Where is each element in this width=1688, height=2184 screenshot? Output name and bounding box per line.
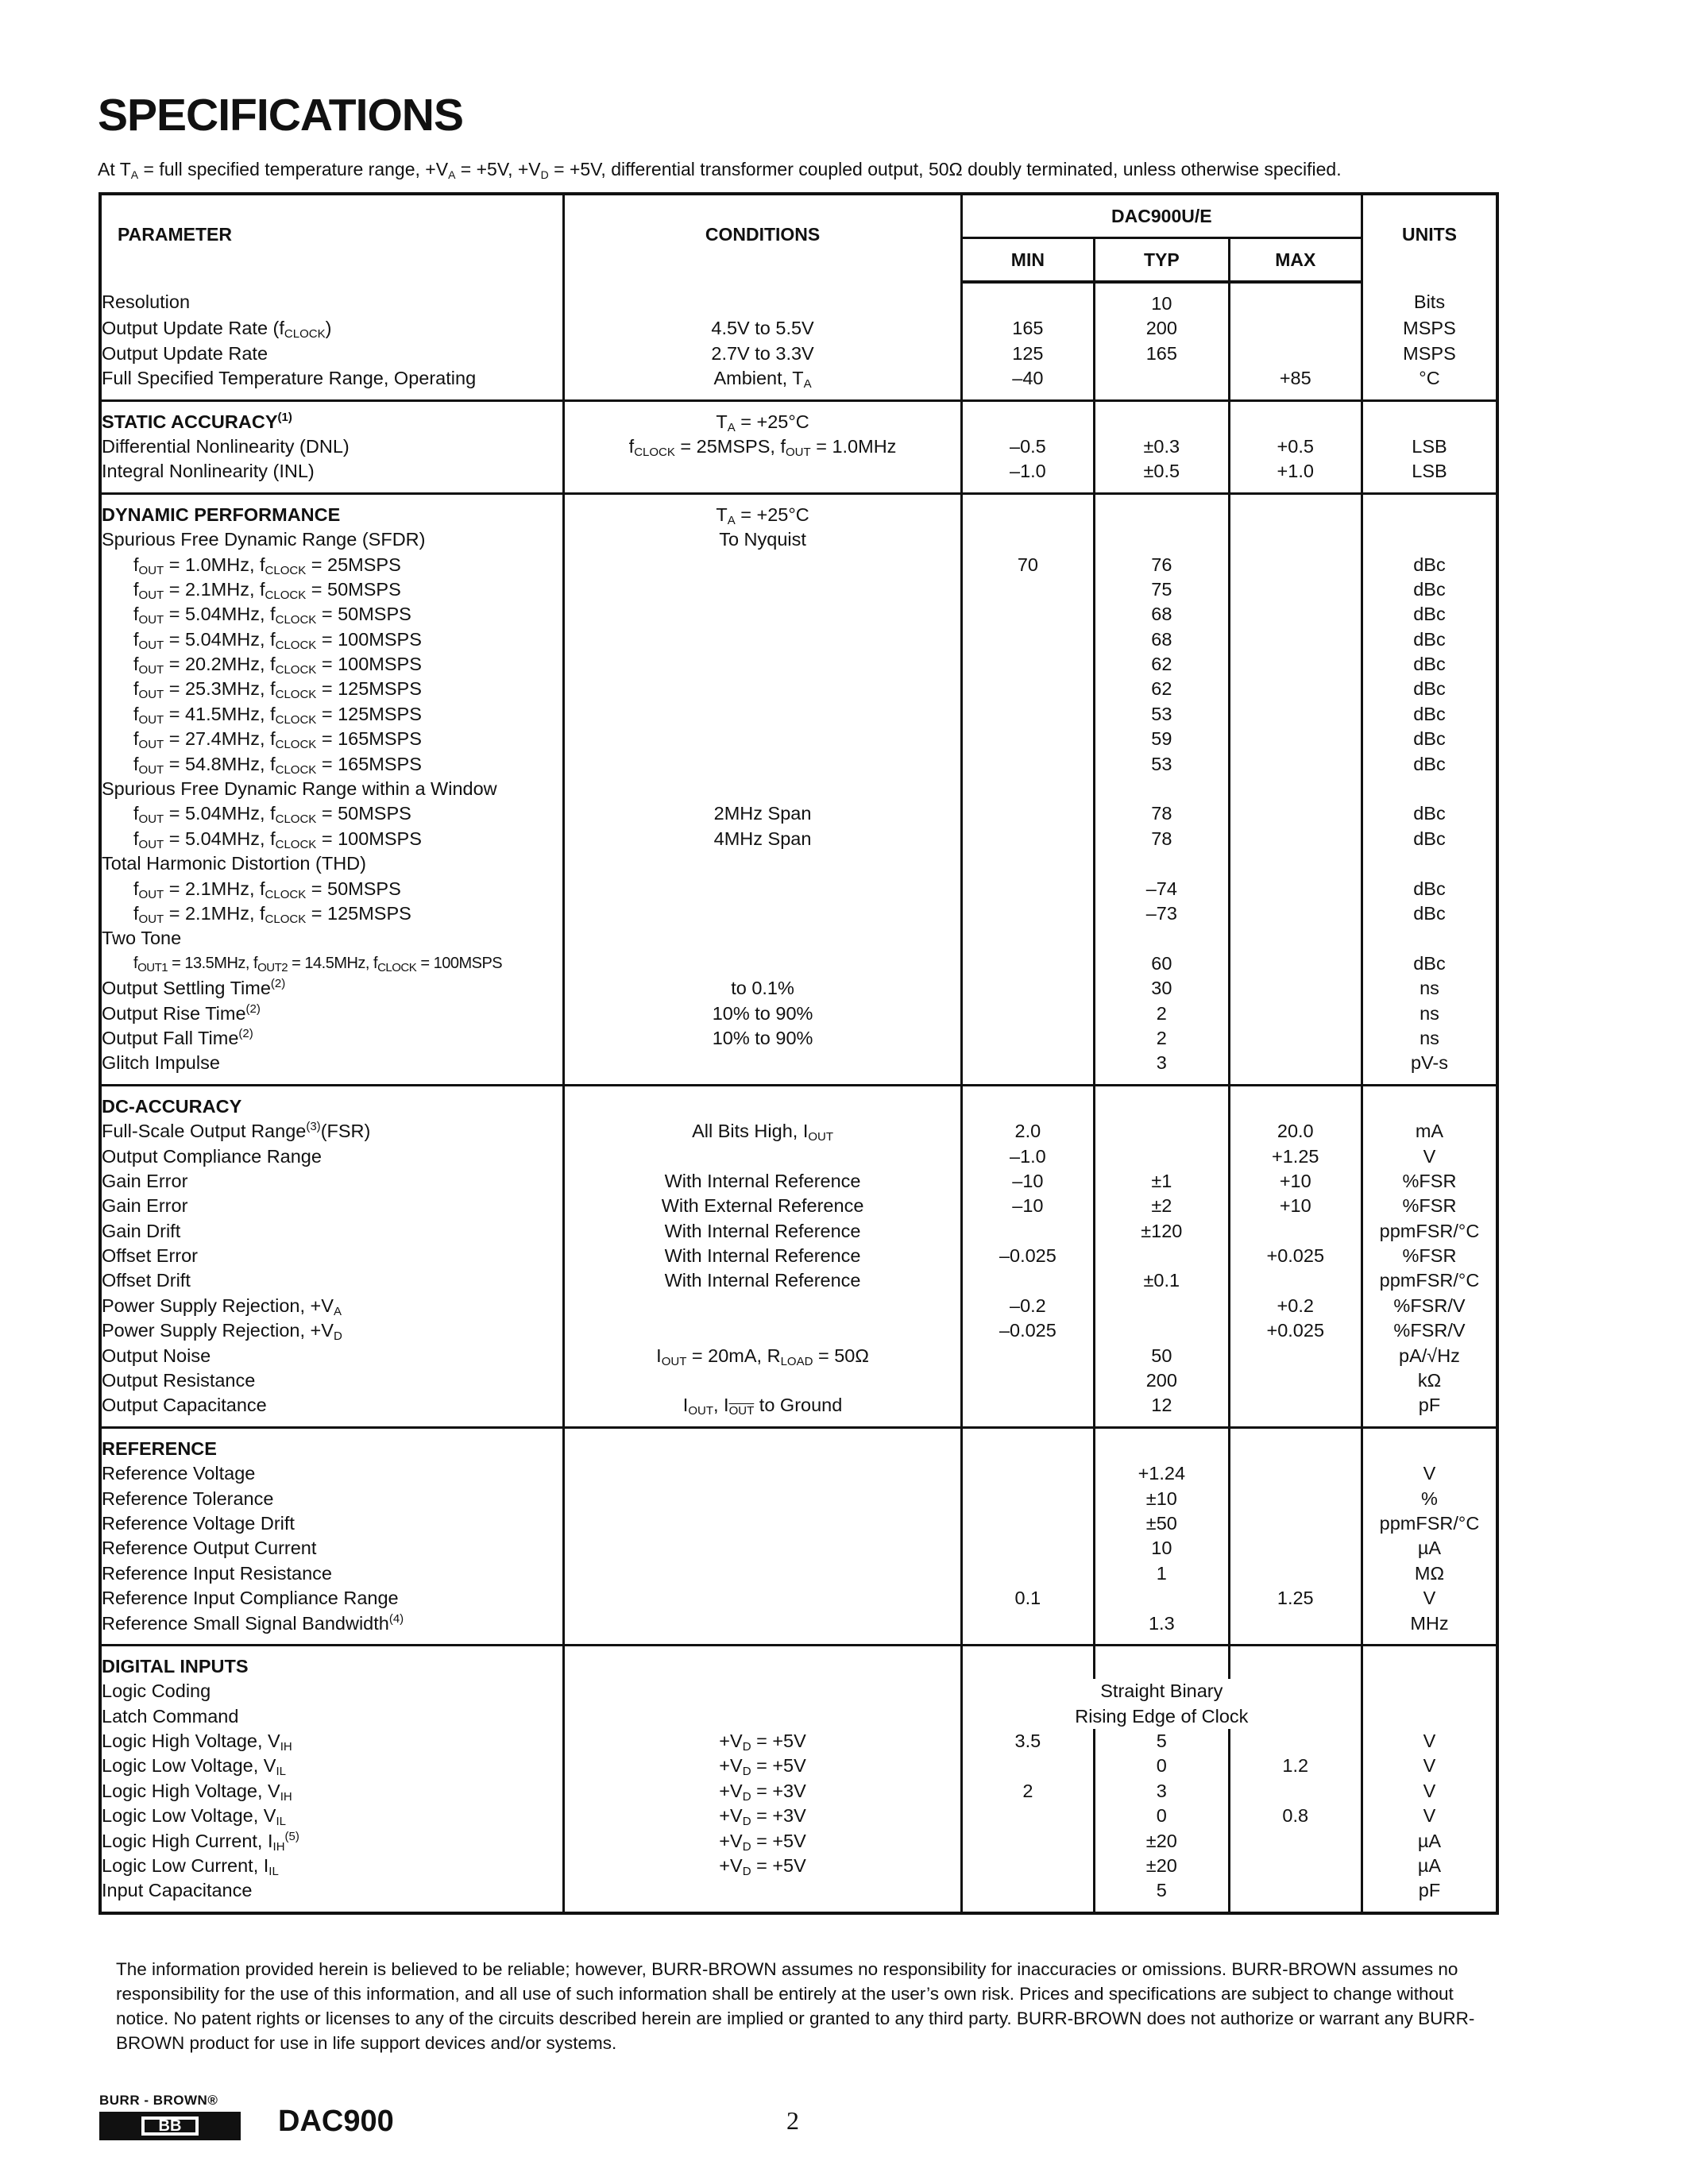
table-row: $f_{OUT} = 25.3MHz$, $f_{CLOCK}$ = 125MSPS 62 dBc	[100, 677, 1497, 701]
table-row: Output Resistance 200 kΩ	[100, 1368, 1497, 1393]
burr-brown-logo	[99, 2093, 241, 2140]
table-row: Reference Voltage +1.24 V	[100, 1461, 1497, 1486]
table-row: Total Harmonic Distortion (THD)	[100, 851, 1497, 876]
table-body	[100, 282, 1497, 1913]
table-row: Logic Low Voltage, $V_{IL}$ $+V_D = +5V$ 0 1.2 V	[100, 1754, 1497, 1778]
bb-logo-icon	[99, 2112, 241, 2140]
table-row: $f_{OUT} = 1.0MHz$, $f_{CLOCK}$ = 25MSPS 70 76 dBc	[100, 553, 1497, 577]
table-row: Logic Low Current, $I_{IL}$ $+V_D = +5V$ ±20 µA	[100, 1854, 1497, 1878]
table-row: DC-ACCURACY	[100, 1085, 1497, 1119]
table-row: Integral Nonlinearity (INL) –1.0 ±0.5 +1.0 LSB	[100, 459, 1497, 493]
specifications-table	[98, 192, 1499, 1915]
table-row: Spurious Free Dynamic Range within a Window	[100, 777, 1497, 801]
table-row: $f_{OUT} = 2.1MHz$, $f_{CLOCK}$ = 125MSPS –73 dBc	[100, 901, 1497, 926]
table-row: Logic Low Voltage, $V_{IL}$ $+V_D = +3V$ 0 0.8 V	[100, 1804, 1497, 1828]
table-row: $f_{OUT} = 2.1MHz$, $f_{CLOCK}$ = 50MSPS –74 dBc	[100, 877, 1497, 901]
header-typ: TYP	[1095, 238, 1229, 283]
table-row: Resolution 10 Bits	[100, 282, 1497, 316]
table-row: Glitch Impulse 3 pV-s	[100, 1051, 1497, 1085]
table-row: Reference Input Resistance 1 MΩ	[100, 1561, 1497, 1586]
table-row: Offset Drift With Internal Reference ±0.1 ppmFSR/°C	[100, 1268, 1497, 1293]
table-row: Differential Nonlinearity (DNL) $f_{CLOCK}$ = 25MSPS, $f_{OUT} = 1.0MHz$ –0.5 ±0.3 +0.5 LSB	[100, 434, 1497, 459]
header-parameter: PARAMETER	[100, 194, 564, 282]
table-row: Logic High Voltage, $V_{IH}$ $+V_D = +5V$ 3.5 5 V	[100, 1729, 1497, 1754]
table-row: Gain Error With External Reference –10 ±2 +10 %FSR	[100, 1194, 1497, 1218]
header-min: MIN	[961, 238, 1094, 283]
table-row: $f_{OUT} = 20.2MHz$, $f_{CLOCK}$ = 100MSPS 62 dBc	[100, 652, 1497, 677]
table-row: Reference Output Current 10 µA	[100, 1536, 1497, 1561]
conditions-line: At $T_A$ = full specified temperature range, $+V_A = +5V$, $+V_D = +5V$, differential transformer coupled output, 50Ω doubly terminated, unless otherwise specified.	[98, 159, 1342, 181]
header-conditions: CONDITIONS	[564, 194, 961, 282]
table-row: Latch Command Rising Edge of Clock	[100, 1704, 1497, 1729]
table-row: Output Settling Time$^{(2)}$ to 0.1% 30 ns	[100, 976, 1497, 1001]
table-row: Reference Voltage Drift ±50 ppmFSR/°C	[100, 1511, 1497, 1536]
table-row: $f_{OUT1} = 13.5MHz$, $f_{OUT2} = 14.5MHz$, $f_{CLOCK}$ = 100MSPS 60 dBc	[100, 951, 1497, 976]
table-row: $f_{OUT} = 2.1MHz$, $f_{CLOCK}$ = 50MSPS 75 dBc	[100, 577, 1497, 602]
table-row: Output Rise Time$^{(2)}$ 10% to 90% 2 ns	[100, 1001, 1497, 1026]
table-row: Spurious Free Dynamic Range (SFDR) To Nyquist	[100, 527, 1497, 552]
table-row: Full Specified Temperature Range, Operating Ambient, $T_A$ –40 +85 °C	[100, 366, 1497, 400]
table-row: Offset Error With Internal Reference –0.025 +0.025 %FSR	[100, 1244, 1497, 1268]
table-row: DIGITAL INPUTS	[100, 1645, 1497, 1679]
table-row: Output Update Rate $(f_{CLOCK})$ 4.5V to 5.5V 165 200 MSPS	[100, 316, 1497, 341]
table-row: Power Supply Rejection, $+V_D$ –0.025 +0.025 %FSR/V	[100, 1318, 1497, 1343]
table-row: Reference Small Signal Bandwidth$^{(4)}$ 1.3 MHz	[100, 1611, 1497, 1646]
header-group: DAC900U/E	[961, 194, 1362, 238]
model-name: DAC900	[278, 2105, 394, 2138]
table-row: Output Compliance Range –1.0 +1.25 V	[100, 1144, 1497, 1169]
table-row: Output Fall Time$^{(2)}$ 10% to 90% 2 ns	[100, 1026, 1497, 1051]
table-row: $f_{OUT} = 54.8MHz$, $f_{CLOCK}$ = 165MSPS 53 dBc	[100, 752, 1497, 777]
disclaimer: The information provided herein is believed to be reliable; however, BURR-BROWN assumes no responsibility for inaccuracies or omissions. BURR-BROWN assumes no responsibility for the use of this information, and all use of such information shall be entirely at the user’s own risk. Prices and specifications are subject to change without notice. No patent rights or licenses to any of the circuits described herein are implied or granted to any third party. BURR-BROWN does not authorize or warrant any BURR-BROWN product for use in life support devices and/or systems.	[116, 1959, 1475, 2053]
table-row: Output Update Rate 2.7V to 3.3V 125 165 MSPS	[100, 341, 1497, 366]
table-row: $f_{OUT} = 5.04MHz$, $f_{CLOCK}$ = 50MSPS 2MHz Span 78 dBc	[100, 801, 1497, 826]
table-row: Input Capacitance 5 pF	[100, 1878, 1497, 1912]
table-row: $f_{OUT} = 27.4MHz$, $f_{CLOCK}$ = 165MSPS 59 dBc	[100, 727, 1497, 751]
page-number: 2	[786, 2106, 799, 2135]
table-row: Reference Input Compliance Range 0.1 1.25 V	[100, 1586, 1497, 1611]
table-row: Full-Scale Output Range$^{(3)}$(FSR) All Bits High, $I_{OUT}$ 2.0 20.0 mA	[100, 1119, 1497, 1144]
table-row: STATIC ACCURACY$^{(1)}$ $T_A = +25^\circ C$	[100, 400, 1497, 434]
logo-mark: BB	[141, 2116, 199, 2136]
table-row: Logic High Current, $I_{IH}^{(5)}$ $+V_D = +5V$ ±20 µA	[100, 1829, 1497, 1854]
page-title: SPECIFICATIONS	[98, 90, 463, 141]
table-row: Logic High Voltage, $V_{IH}$ $+V_D = +3V$ 2 3 V	[100, 1779, 1497, 1804]
table-row: Logic Coding Straight Binary	[100, 1679, 1497, 1704]
table-row: Gain Error With Internal Reference –10 ±1 +10 %FSR	[100, 1169, 1497, 1194]
table-row: $f_{OUT} = 5.04MHz$, $f_{CLOCK}$ = 100MSPS 68 dBc	[100, 627, 1497, 652]
table-row: Power Supply Rejection, $+V_A$ –0.2 +0.2 %FSR/V	[100, 1294, 1497, 1318]
table-row: Two Tone	[100, 926, 1497, 951]
table-row: $f_{OUT} = 5.04MHz$, $f_{CLOCK}$ = 100MSPS 4MHz Span 78 dBc	[100, 827, 1497, 851]
table-row: Output Capacitance $I_{OUT}$, $I_{\overline{OUT}}$ to Ground 12 pF	[100, 1393, 1497, 1427]
table-row: Gain Drift With Internal Reference ±120 ppmFSR/°C	[100, 1219, 1497, 1244]
table-row: DYNAMIC PERFORMANCE $T_A = +25^\circ C$	[100, 493, 1497, 527]
table-row: $f_{OUT} = 41.5MHz$, $f_{CLOCK}$ = 125MSPS 53 dBc	[100, 702, 1497, 727]
table-row: Reference Tolerance ±10 %	[100, 1487, 1497, 1511]
logo-text: BURR - BROWN®	[99, 2093, 218, 2108]
table-row: Output Noise $I_{OUT} = 20mA$, $R_{LOAD} = 50\Omega$ 50 pA/√Hz	[100, 1344, 1497, 1368]
header-max: MAX	[1229, 238, 1362, 283]
table-row: REFERENCE	[100, 1427, 1497, 1461]
header-units: UNITS	[1362, 194, 1497, 282]
table-row: $f_{OUT} = 5.04MHz$, $f_{CLOCK}$ = 50MSPS 68 dBc	[100, 602, 1497, 627]
